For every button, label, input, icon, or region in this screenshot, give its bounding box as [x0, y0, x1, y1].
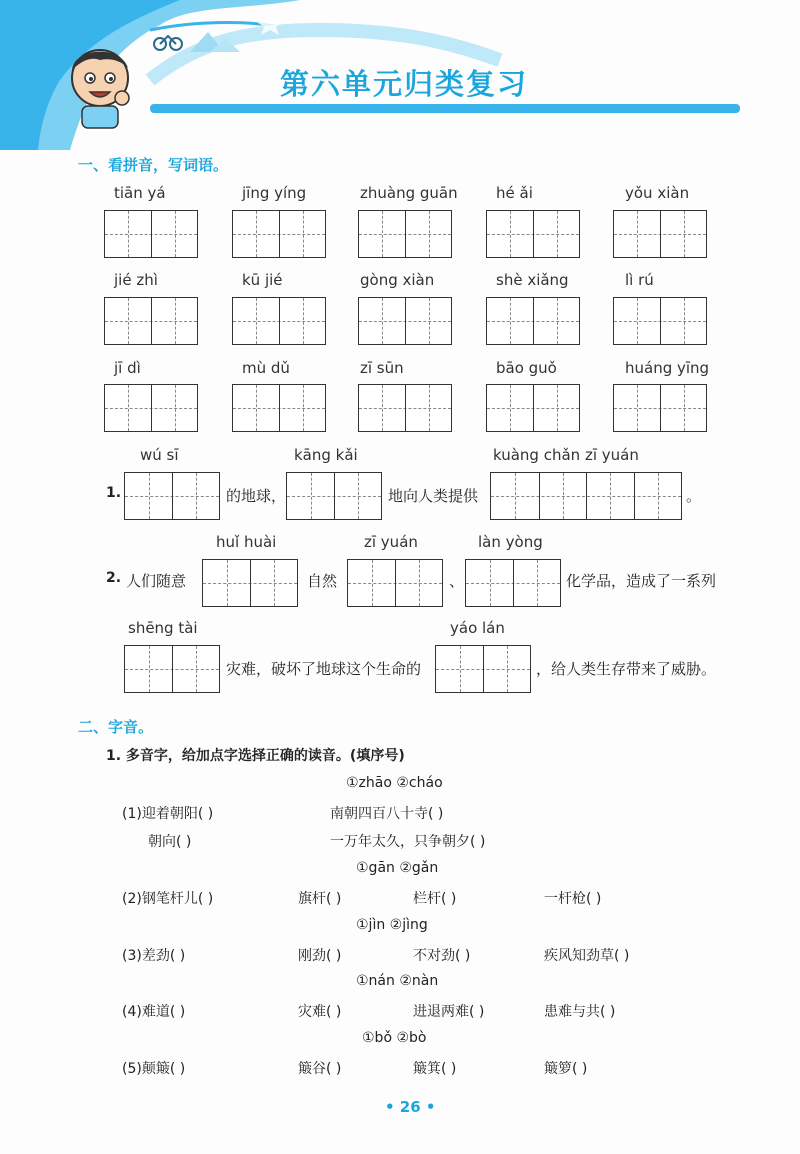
word-item: 灾难( ): [298, 1004, 342, 1020]
character-cell[interactable]: [172, 646, 219, 692]
character-cell[interactable]: [466, 560, 513, 606]
page-number: • 26 •: [385, 1098, 436, 1116]
section-heading-pinyin: 一、看拼音，写词语。: [78, 156, 229, 174]
pinyin-label: mù dǔ: [242, 359, 290, 377]
writing-box[interactable]: [358, 297, 452, 345]
character-cell[interactable]: [359, 298, 405, 344]
writing-box[interactable]: [613, 210, 707, 258]
word-item: 一万年太久，只争朝夕( ): [330, 834, 486, 850]
pinyin-label: kū jié: [242, 271, 283, 289]
page-title: 第六单元归类复习: [280, 67, 529, 101]
character-cell[interactable]: [233, 211, 279, 257]
reading-options: ①zhāo ②cháo: [346, 775, 443, 791]
writing-box[interactable]: [358, 210, 452, 258]
character-cell[interactable]: [250, 560, 297, 606]
pinyin-label: zī yuán: [364, 533, 418, 551]
character-cell[interactable]: [348, 560, 395, 606]
pinyin-label: shè xiǎng: [496, 271, 569, 289]
character-cell[interactable]: [614, 298, 660, 344]
question-number: 1.: [106, 485, 122, 501]
character-cell[interactable]: [614, 385, 660, 431]
pinyin-label: shēng tài: [128, 619, 198, 637]
character-cell[interactable]: [487, 385, 533, 431]
character-cell[interactable]: [233, 298, 279, 344]
character-cell[interactable]: [151, 298, 197, 344]
pinyin-label: tiān yá: [114, 184, 166, 202]
writing-box[interactable]: [347, 559, 443, 607]
character-cell[interactable]: [513, 560, 560, 606]
word-item: (3)差劲( ): [122, 948, 186, 964]
character-cell[interactable]: [483, 646, 530, 692]
writing-box[interactable]: [104, 210, 198, 258]
character-cell[interactable]: [105, 385, 151, 431]
section-heading-pronunciation: 二、字音。: [78, 718, 154, 736]
word-item: (4)难道( ): [122, 1004, 186, 1020]
pinyin-label: zī sūn: [360, 359, 404, 377]
question-number: 2.: [106, 570, 122, 586]
word-item: 簸谷( ): [298, 1061, 342, 1077]
pinyin-label: hé ǎi: [496, 184, 533, 202]
reading-options: ①gān ②gǎn: [356, 860, 439, 876]
word-item: (5)颠簸( ): [122, 1061, 186, 1077]
sentence-text: ，给人类生存带来了威胁。: [536, 660, 717, 678]
character-cell[interactable]: [491, 473, 539, 519]
writing-box[interactable]: [465, 559, 561, 607]
character-cell[interactable]: [487, 298, 533, 344]
writing-box[interactable]: [486, 384, 580, 432]
writing-box[interactable]: [490, 472, 682, 520]
writing-box[interactable]: [124, 645, 220, 693]
sentence-text: 。: [686, 487, 702, 505]
sentence-text: 灾难，破坏了地球这个生命的: [226, 660, 422, 678]
pinyin-label: bāo guǒ: [496, 359, 557, 377]
word-item: 簸箕( ): [413, 1061, 457, 1077]
character-cell[interactable]: [405, 211, 451, 257]
pinyin-label: jié zhì: [114, 271, 158, 289]
word-item: 进退两难( ): [413, 1004, 485, 1020]
sentence-text: 地向人类提供: [388, 487, 479, 505]
writing-box[interactable]: [202, 559, 298, 607]
writing-box[interactable]: [124, 472, 220, 520]
pinyin-label: zhuàng guān: [360, 184, 458, 202]
word-item: 一杆枪( ): [544, 891, 602, 907]
pinyin-label: huǐ huài: [216, 533, 277, 551]
question-prompt: 1. 多音字，给加点字选择正确的读音。(填序号): [106, 748, 405, 764]
pinyin-label: jī dì: [114, 359, 141, 377]
writing-box[interactable]: [358, 384, 452, 432]
word-item: 簸箩( ): [544, 1061, 588, 1077]
character-cell[interactable]: [105, 298, 151, 344]
writing-box[interactable]: [232, 384, 326, 432]
character-cell[interactable]: [151, 385, 197, 431]
sentence-text: 、: [449, 572, 465, 590]
pinyin-label: kuàng chǎn zī yuán: [493, 446, 639, 464]
word-item: 朝向( ): [148, 834, 192, 850]
reading-options: ①nán ②nàn: [356, 973, 439, 989]
character-cell[interactable]: [151, 211, 197, 257]
character-cell[interactable]: [533, 385, 579, 431]
pinyin-label: jīng yíng: [242, 184, 307, 202]
character-cell[interactable]: [660, 211, 706, 257]
character-cell[interactable]: [660, 298, 706, 344]
character-cell[interactable]: [405, 385, 451, 431]
character-cell[interactable]: [359, 385, 405, 431]
character-cell[interactable]: [405, 298, 451, 344]
character-cell[interactable]: [172, 473, 219, 519]
character-cell[interactable]: [539, 473, 587, 519]
pinyin-label: yáo lán: [450, 619, 505, 637]
writing-box[interactable]: [486, 297, 580, 345]
word-item: 栏杆( ): [413, 891, 457, 907]
pinyin-label: yǒu xiàn: [625, 184, 690, 202]
sentence-text: 自然: [307, 572, 338, 590]
character-cell[interactable]: [586, 473, 634, 519]
character-cell[interactable]: [533, 298, 579, 344]
pinyin-label: huáng yīng: [625, 359, 710, 377]
character-cell[interactable]: [614, 211, 660, 257]
writing-box[interactable]: [613, 297, 707, 345]
character-cell[interactable]: [125, 646, 172, 692]
word-item: 刚劲( ): [298, 948, 342, 964]
writing-box[interactable]: [232, 297, 326, 345]
character-cell[interactable]: [105, 211, 151, 257]
word-item: (2)钢笔杆儿( ): [122, 891, 214, 907]
word-item: 南朝四百八十寺( ): [330, 806, 444, 822]
character-cell[interactable]: [634, 473, 682, 519]
character-cell[interactable]: [395, 560, 442, 606]
character-cell[interactable]: [287, 473, 334, 519]
reading-options: ①bǒ ②bò: [362, 1030, 427, 1046]
sentence-text: 的地球，: [226, 487, 287, 505]
character-cell[interactable]: [359, 211, 405, 257]
pinyin-label: gòng xiàn: [360, 271, 435, 289]
reading-options: ①jìn ②jìng: [356, 917, 428, 933]
word-item: 不对劲( ): [413, 948, 471, 964]
pinyin-label: làn yòng: [478, 533, 543, 551]
sentence-text: 化学品，造成了一系列: [566, 572, 717, 590]
writing-box[interactable]: [104, 384, 198, 432]
character-cell[interactable]: [533, 211, 579, 257]
character-cell[interactable]: [334, 473, 381, 519]
character-cell[interactable]: [279, 385, 325, 431]
pinyin-label: lì rú: [625, 271, 654, 289]
character-cell[interactable]: [203, 560, 250, 606]
character-cell[interactable]: [436, 646, 483, 692]
word-item: 旗杆( ): [298, 891, 342, 907]
writing-box[interactable]: [613, 384, 707, 432]
writing-box[interactable]: [104, 297, 198, 345]
writing-box[interactable]: [486, 210, 580, 258]
pinyin-label: kāng kǎi: [294, 446, 358, 464]
sentence-text: 人们随意: [126, 572, 187, 590]
character-cell[interactable]: [487, 211, 533, 257]
word-item: 疾风知劲草( ): [544, 948, 630, 964]
writing-box[interactable]: [232, 210, 326, 258]
word-item: 患难与共( ): [544, 1004, 616, 1020]
word-item: (1)迎着朝阳( ): [122, 806, 214, 822]
writing-box[interactable]: [286, 472, 382, 520]
character-cell[interactable]: [279, 211, 325, 257]
character-cell[interactable]: [233, 385, 279, 431]
pinyin-label: wú sī: [140, 446, 179, 464]
character-cell[interactable]: [125, 473, 172, 519]
writing-box[interactable]: [435, 645, 531, 693]
character-cell[interactable]: [279, 298, 325, 344]
cartoon-boy-icon: [60, 40, 140, 130]
character-cell[interactable]: [660, 385, 706, 431]
